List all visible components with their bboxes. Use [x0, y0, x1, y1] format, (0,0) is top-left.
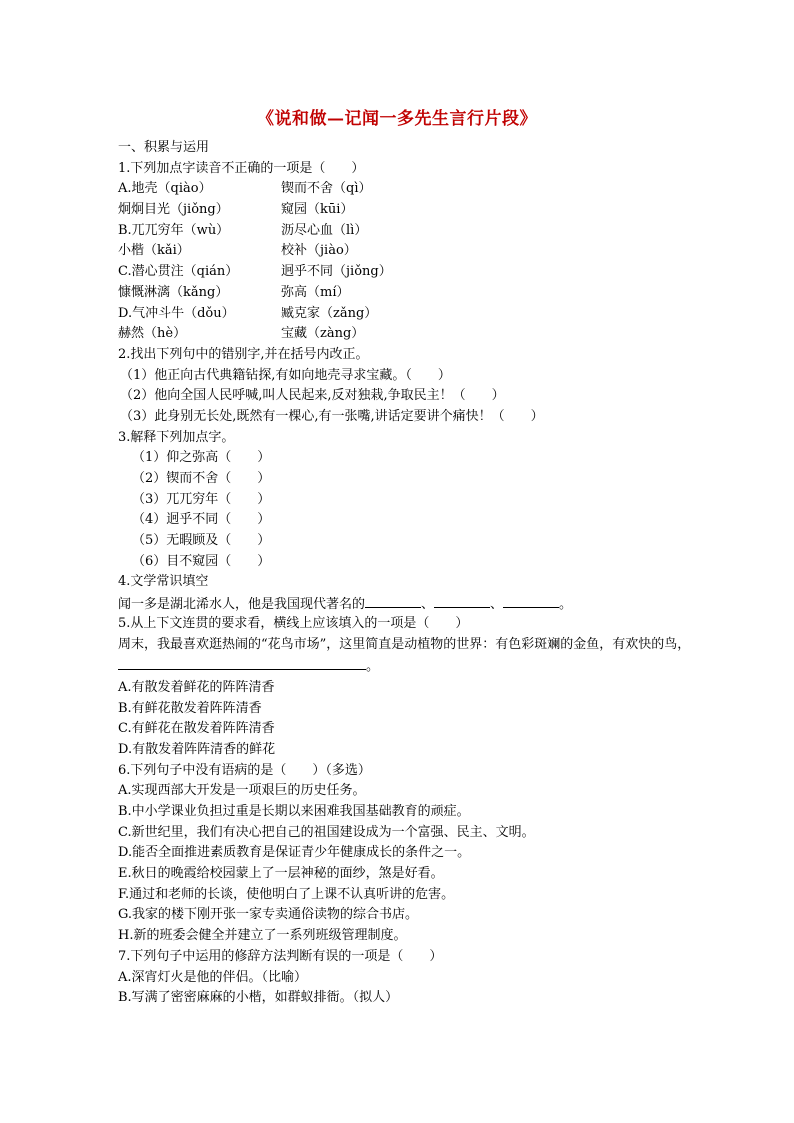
- q4-end: 。: [559, 597, 573, 613]
- q2-item: （2）他向全国人民呼喊,叫人民起来,反对独栽,争取民主！（ ）: [120, 388, 505, 404]
- page-title: 《说和做—记闻一多先生言行片段》: [257, 109, 537, 129]
- q1-row: [118, 262, 698, 283]
- q6-option: A.实现西部大开发是一项艰巨的历史任务。: [118, 783, 366, 799]
- q5-option: D.有散发着阵阵清香的鲜花: [118, 741, 276, 757]
- answer-blank[interactable]: [503, 593, 559, 608]
- question-4-stem: 4.文学常识填空: [118, 574, 209, 590]
- q5-option: A.有散发着鲜花的阵阵清香: [118, 679, 275, 695]
- q1-row: [118, 283, 698, 304]
- q6-option: F.通过和老师的长谈，使他明白了上课不认真听讲的危害。: [118, 886, 455, 902]
- question-3-stem: 3.解释下列加点字。: [118, 429, 235, 445]
- q6-option: D.能否全面推进素质教育是保证青少年健康成长的条件之一。: [118, 845, 471, 861]
- q7-option: B.写满了密密麻麻的小楷，如群蚁排衙。（拟人）: [118, 990, 399, 1006]
- separator: 、: [421, 597, 435, 613]
- answer-blank[interactable]: [118, 655, 366, 670]
- q4-text: 闻一多是湖北浠水人，他是我国现代著名的: [118, 597, 366, 613]
- question-6-stem: 6.下列句子中没有语病的是（ ）（多选）: [118, 762, 371, 778]
- answer-blank[interactable]: [365, 593, 421, 608]
- q1-row: [118, 179, 698, 200]
- q1-item: 弥高（mí）: [281, 284, 350, 300]
- separator: 、: [490, 597, 504, 613]
- question-1-options: [118, 179, 698, 345]
- q5-option: C.有鲜花在散发着阵阵清香: [118, 721, 275, 737]
- q5-passage-text: 周末，我最喜欢逛热闹的“花鸟市场”，这里简直是动植物的世界：有色彩斑斓的金鱼，有欢快的鸟，: [118, 636, 691, 652]
- q1-row: [118, 324, 698, 345]
- q4-fill-line: [118, 593, 698, 614]
- q3-item: （5）无暇顾及（ ）: [132, 533, 271, 549]
- question-5-stem: 5.从上下文连贯的要求看，横线上应该填入的一项是（ ）: [118, 615, 469, 631]
- q5-passage: [118, 635, 698, 678]
- q5-option: B.有鲜花散发着阵阵清香: [118, 700, 262, 716]
- q1-item: C.潜心贯注（qián）: [118, 264, 239, 280]
- question-2-stem: 2.找出下列句中的错别字,并在括号内改正。: [118, 346, 369, 362]
- q7-option: A.深宵灯火是他的伴侣。（比喻）: [118, 969, 308, 985]
- q1-item: 迥乎不同（jiǒng）: [281, 264, 392, 280]
- q1-row: [118, 200, 698, 221]
- q6-option: G.我家的楼下刚开张一家专卖通俗读物的综合书店。: [118, 907, 419, 923]
- question-7-stem: 7.下列句子中运用的修辞方法判断有误的一项是（ ）: [118, 948, 443, 964]
- q1-item: 锲而不舍（qì）: [281, 181, 372, 197]
- q3-item: （1）仰之弥高（ ）: [132, 450, 271, 466]
- q1-row: [118, 304, 698, 325]
- q1-item: A.地壳（qiào）: [118, 181, 212, 197]
- section-heading: 一、积累与运用: [118, 140, 210, 155]
- q6-option: E.秋日的晚霞给校园蒙上了一层神秘的面纱，煞是好看。: [118, 866, 444, 882]
- answer-blank[interactable]: [434, 593, 490, 608]
- q2-item: （1）他正向古代典籍钻探,有如向地壳寻求宝藏。（ ）: [120, 367, 451, 383]
- q1-item: 宝藏（zàng）: [281, 326, 365, 342]
- q1-item: 炯炯目光（jiǒng）: [118, 202, 229, 218]
- q1-row: [118, 221, 698, 242]
- q3-item: （6）目不窥园（ ）: [132, 553, 271, 569]
- q1-item: 校补（jiào）: [281, 243, 357, 259]
- q2-item: （3）此身别无长处,既然有一棵心,有一张嘴,讲话定要讲个痛快！（ ）: [120, 408, 544, 424]
- q5-passage-end: 。: [366, 659, 380, 675]
- q3-item: （4）迥乎不同（ ）: [132, 512, 271, 528]
- q1-item: 沥尽心血（lì）: [281, 222, 368, 238]
- q3-item: （2）锲而不舍（ ）: [132, 471, 271, 486]
- document-body: [118, 138, 698, 1009]
- q1-item: D.气冲斗牛（dǒu）: [118, 305, 235, 321]
- q1-item: 慷慨淋漓（kǎng）: [118, 284, 229, 300]
- q1-row: [118, 241, 698, 262]
- question-1-stem: 1.下列加点字读音不正确的一项是（ ）: [118, 160, 365, 176]
- q1-item: B.兀兀穷年（wù）: [118, 222, 230, 238]
- q1-item: 窥园（kūi）: [281, 202, 354, 218]
- q1-item: 小楷（kǎi）: [118, 243, 190, 259]
- q6-option: H.新的班委会健全并建立了一系列班级管理制度。: [118, 928, 407, 944]
- q1-item: 臧克家（zǎng）: [281, 305, 378, 321]
- q1-item: 赫然（hè）: [118, 326, 187, 342]
- q3-item: （3）兀兀穷年（ ）: [132, 491, 271, 507]
- q6-option: B.中小学课业负担过重是长期以来困难我国基础教育的顽症。: [118, 804, 470, 820]
- q6-option: C.新世纪里，我们有决心把自己的祖国建设成为一个富强、民主、文明。: [118, 824, 535, 840]
